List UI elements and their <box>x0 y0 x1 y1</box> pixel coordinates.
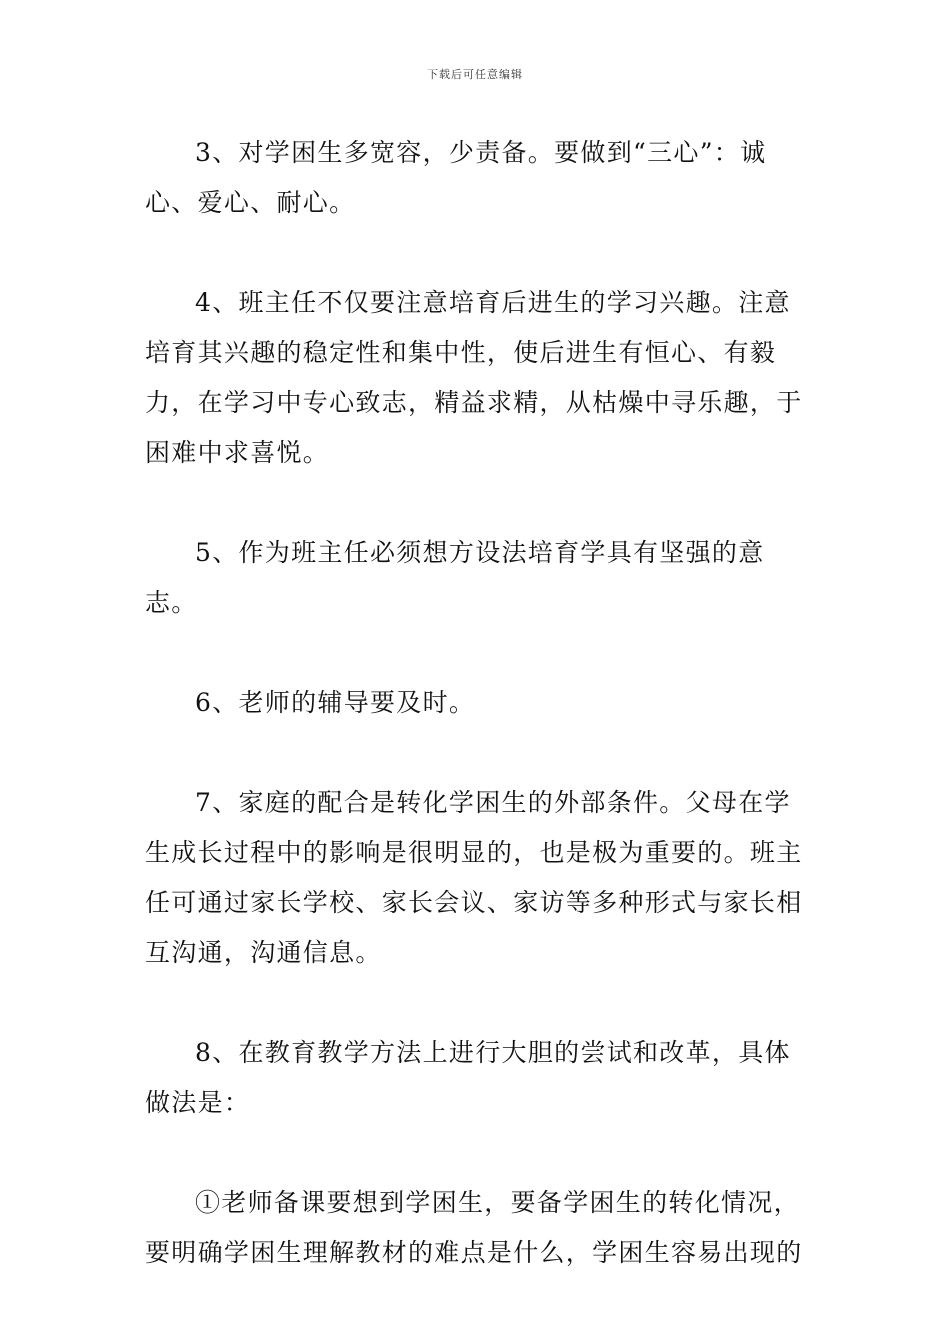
paragraph-7: 7、家庭的配合是转化学困生的外部条件。父母在学生成长过程中的影响是很明显的，也是极为重要的。班主任可通过家长学校、家长会议、家访等多种形式与家长相互沟通，沟通信息。 <box>145 788 803 967</box>
paragraph-6: 6、老师的辅导要及时。 <box>195 688 476 717</box>
document-body <box>145 128 810 1278</box>
paragraph-spacer <box>145 478 810 528</box>
paragraph-spacer <box>145 628 810 678</box>
page-header: 下载后可任意编辑 <box>427 68 523 81</box>
paragraph-8: 8、在教育教学方法上进行大胆的尝试和改革，具体做法是： <box>145 1038 791 1117</box>
paragraph-spacer <box>145 228 810 278</box>
paragraph-5: 5、作为班主任必须想方设法培育学具有坚强的意志。 <box>145 538 765 617</box>
paragraph-3: 3、对学困生多宽容，少责备。要做到“三心”：诚心、爱心、耐心。 <box>145 138 767 217</box>
paragraph-spacer <box>145 728 810 778</box>
paragraph-spacer <box>145 978 810 1028</box>
paragraph-spacer <box>145 1128 810 1178</box>
paragraph-8-item-1: ①老师备课要想到学困生，要备学困生的转化情况，要明确学困生理解教材的难点是什么，学困生容易出现的 <box>145 1188 803 1267</box>
paragraph-4: 4、班主任不仅要注意培育后进生的学习兴趣。注意培育其兴趣的稳定性和集中性，使后进生有恒心、有毅力，在学习中专心致志，精益求精，从枯燥中寻乐趣，于困难中求喜悦。 <box>145 288 803 467</box>
